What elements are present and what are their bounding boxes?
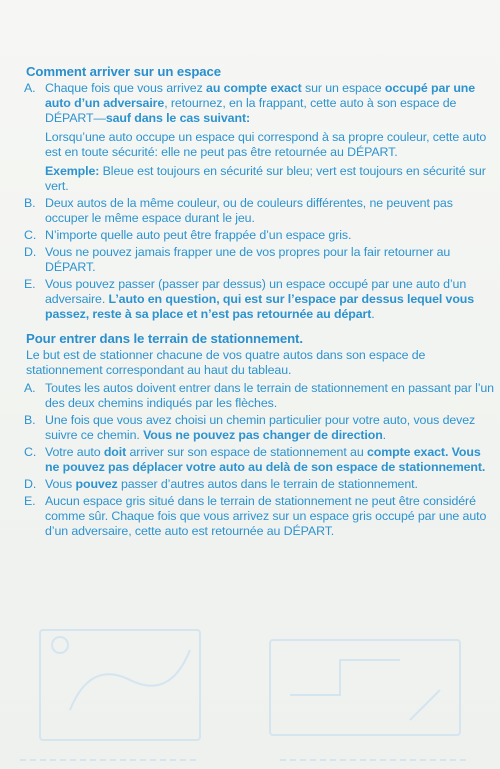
- rule-2a: [24, 381, 496, 411]
- rule-1a: [24, 81, 496, 126]
- rule-letter: A.: [24, 81, 36, 95]
- rule-letter: B.: [24, 413, 36, 427]
- rule-1b: [24, 196, 496, 226]
- rule-text: Deux autos de la même couleur, ou de couleurs différentes, ne peuvent pas occuper le même espace durant le jeu.: [45, 196, 453, 225]
- rule-text: N’importe quelle auto peut être frappée d’un espace gris.: [45, 228, 352, 242]
- rule-1e: [24, 277, 496, 322]
- text-run: , retournez, en la frappant, cette auto à son espace de DÉPART—: [45, 96, 457, 125]
- text-run: passer d’autres autos dans le terrain de stationnement.: [117, 477, 418, 491]
- text-run: Vous pouvez passer (passer par dessus) un espace occupé par une auto d’un adversaire.: [45, 277, 467, 306]
- example-label: Exemple:: [45, 164, 100, 178]
- rule-letter: E.: [24, 277, 36, 291]
- rule-1a-exception: Lorsqu’une auto occupe un espace qui correspond à sa propre couleur, cette auto est en toute sécurité: elle ne peut pas être retournée au DÉPART.: [45, 130, 487, 159]
- text-run: sur un espace: [301, 81, 385, 95]
- rule-letter: D.: [24, 477, 37, 491]
- rule-text: [45, 445, 496, 475]
- rule-text: Vous ne pouvez jamais frapper une de vos propres pour la fair retourner au DÉPART.: [45, 245, 451, 274]
- bold-run: Vous ne pouvez pas déplacer votre auto au delà de son espace de stationnement.: [45, 445, 486, 474]
- text-run: Chaque fois que vous arrivez: [45, 81, 207, 95]
- rule-letter: C.: [24, 445, 37, 459]
- text-run: Une fois que vous avez choisi un chemin particulier pour votre auto, vous devez suivre ce chemin.: [45, 413, 476, 442]
- rule-2e: [24, 494, 496, 539]
- section-title-arriving: Comment arriver sur un espace: [26, 64, 221, 79]
- bold-run: pouvez: [75, 477, 118, 491]
- bold-run: compte exact.: [366, 445, 449, 459]
- rule-text: [45, 413, 496, 443]
- bold-run: occupé par une auto d’un adversaire: [45, 81, 476, 110]
- bold-run: Vous ne pouvez pas changer de direction: [143, 428, 383, 442]
- section-title-parking: Pour entrer dans le terrain de stationnement.: [26, 331, 303, 346]
- text-run: arriver sur son espace de stationnement au: [126, 445, 367, 459]
- rule-2d: [24, 477, 496, 492]
- bold-run: L’auto en question, qui est sur l’espace par dessus lequel vous passez, reste à sa place et n’est pas retournée au départ: [45, 292, 475, 321]
- rule-letter: A.: [24, 381, 36, 395]
- text-run: .: [382, 428, 387, 442]
- parking-intro: Le but est de stationner chacune de vos quatre autos dans son espace de stationnement correspondant au haut du tableau.: [26, 348, 426, 377]
- bold-run: au compte exact: [206, 81, 302, 95]
- text-run: Votre auto: [45, 445, 104, 459]
- rule-letter: D.: [24, 245, 37, 259]
- text-run: Vous: [45, 477, 76, 491]
- rules-text: [24, 64, 496, 541]
- rule-1c: [24, 228, 496, 243]
- rule-text: [45, 477, 496, 492]
- rule-1a-example: [45, 164, 496, 194]
- rule-letter: E.: [24, 494, 36, 508]
- example-text: Bleue est toujours en sécurité sur bleu; vert est toujours en sécurité sur vert.: [45, 164, 486, 193]
- show-through-illustration: [0, 600, 500, 769]
- rule-text: Aucun espace gris situé dans le terrain de stationnement ne peut être considéré comme sûr. Chaque fois que vous arrivez sur un espace gris occupé par une auto d’un adversaire, cette auto est retournée au DÉPART.: [45, 494, 487, 538]
- rule-text: Toutes les autos doivent entrer dans le terrain de stationnement en passant par l’un des deux chemins indiqués par les flèches.: [45, 381, 494, 410]
- rule-text: [45, 81, 496, 126]
- rule-letter: B.: [24, 196, 36, 210]
- rule-2c: [24, 445, 496, 475]
- bold-run: doit: [103, 445, 127, 459]
- text-run: .: [371, 307, 375, 321]
- rule-letter: C.: [24, 228, 37, 242]
- rule-1d: [24, 245, 496, 275]
- rule-text: [45, 277, 496, 322]
- bold-run: sauf dans le cas suivant:: [105, 111, 250, 125]
- rule-2b: [24, 413, 496, 443]
